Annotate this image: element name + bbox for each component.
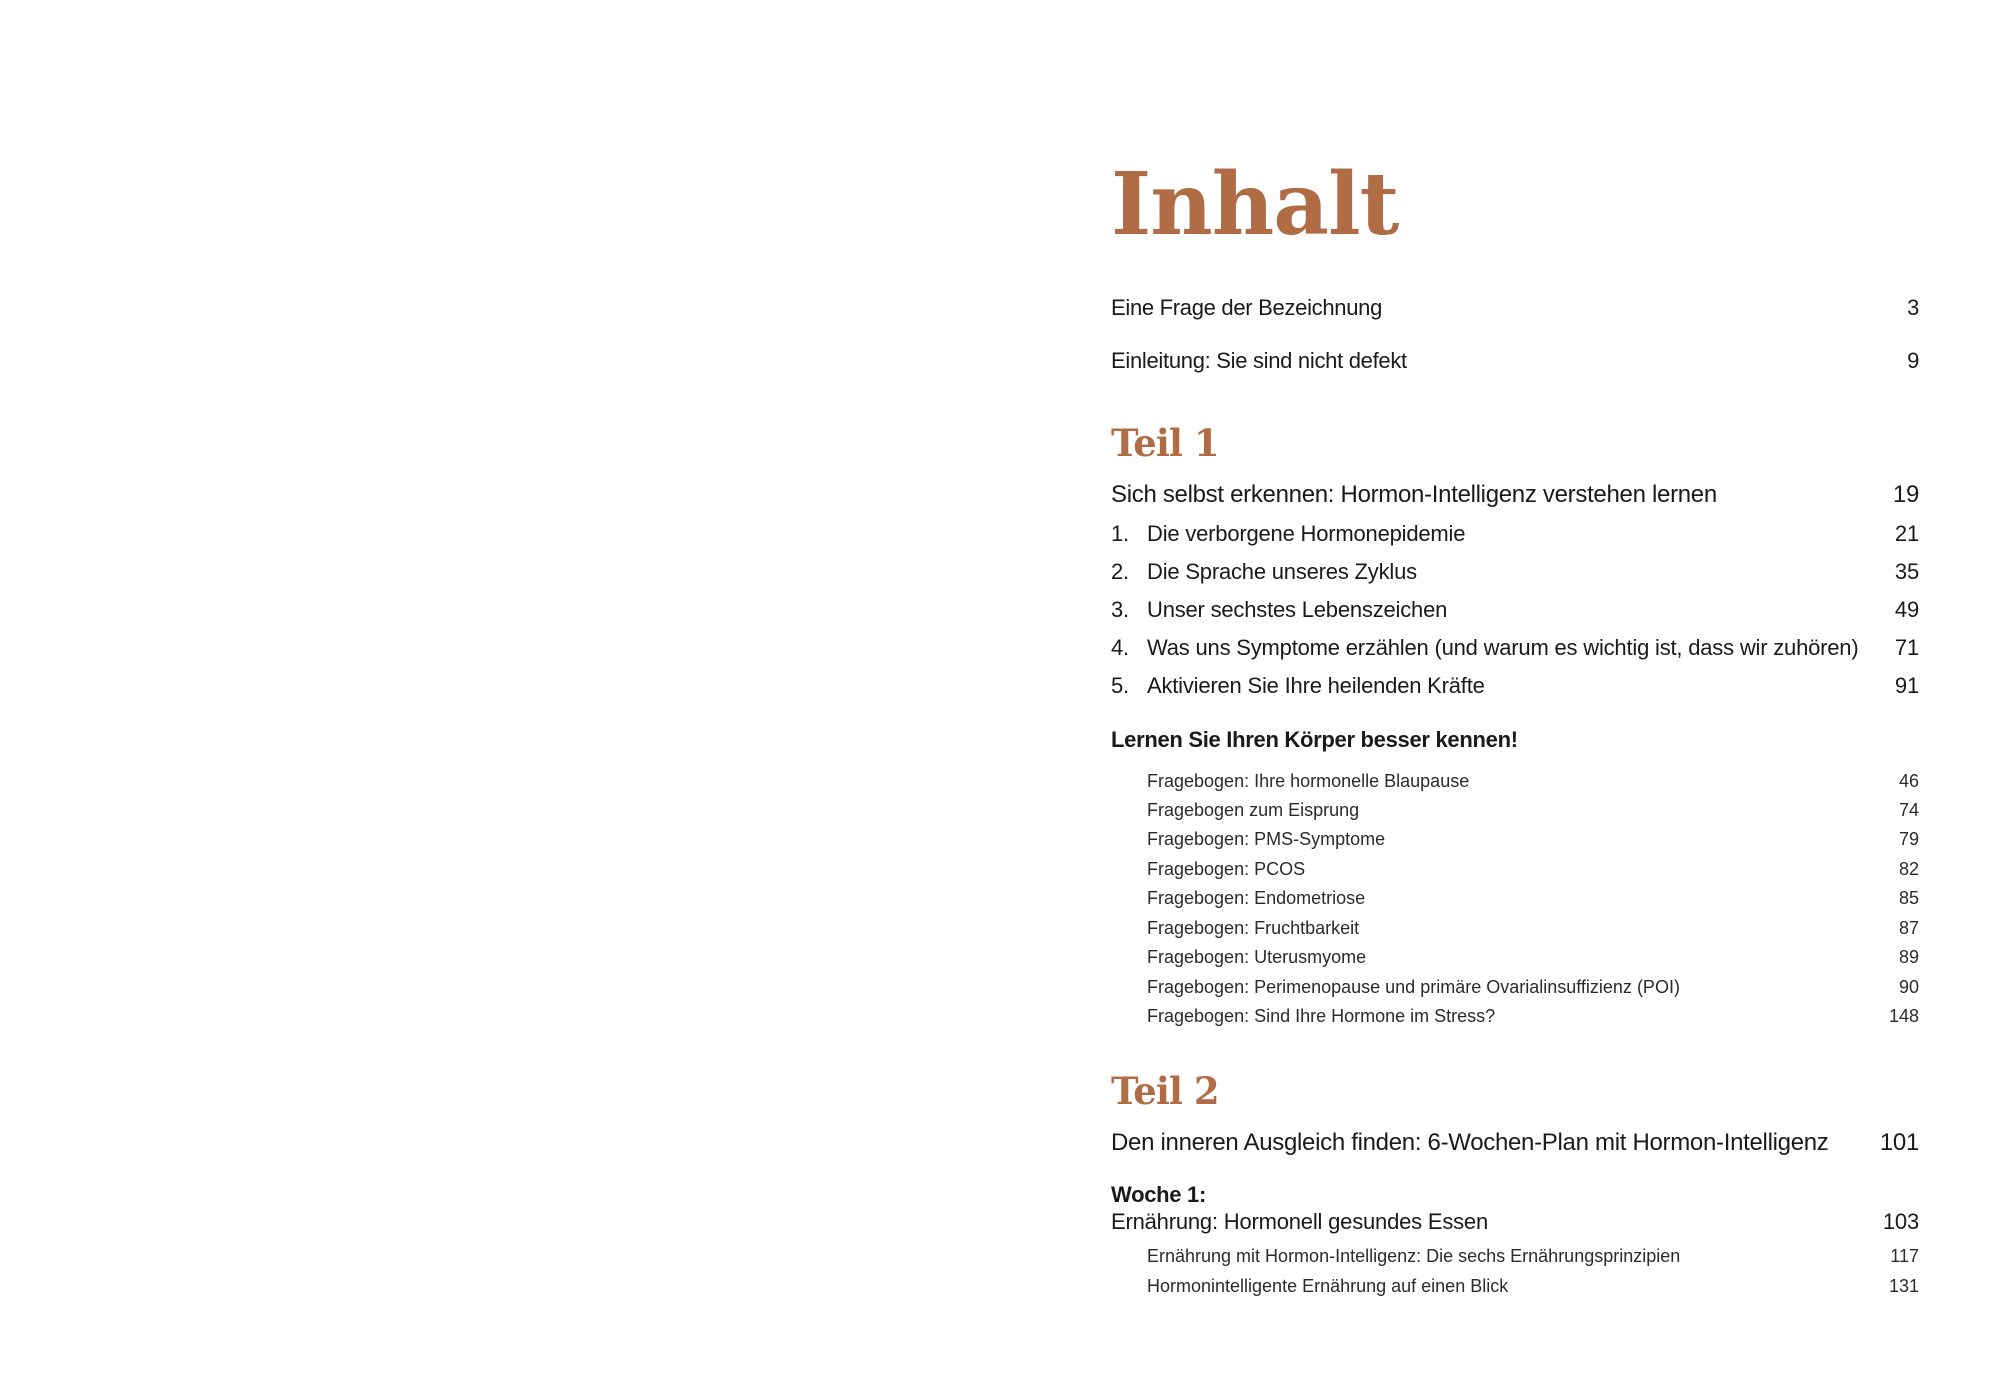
chapter-page: 21 [1894, 521, 1919, 546]
chapter-number: 2. [1111, 559, 1129, 584]
chapter-entry[interactable] [1111, 671, 1919, 701]
questionnaire-entry[interactable] [1111, 768, 1919, 794]
toc-entry-label: Sich selbst erkennen: Hormon-Intelligenz verstehen lernen [1111, 481, 1717, 508]
questionnaire-entry[interactable] [1111, 915, 1919, 941]
chapter-label: Die Sprache unseres Zyklus [1147, 559, 1417, 584]
questionnaire-entry[interactable] [1111, 826, 1919, 852]
chapter-label: Die verborgene Hormonepidemie [1147, 521, 1466, 546]
questionnaire-page: 46 [1898, 771, 1919, 791]
part-1-heading: Teil 1 [1111, 421, 1219, 465]
questionnaire-page: 148 [1888, 1006, 1919, 1026]
chapter-page: 91 [1894, 673, 1919, 698]
questionnaire-page: 85 [1898, 888, 1919, 908]
toc-entry-page: 103 [1882, 1209, 1919, 1234]
questionnaire-label: Fragebogen: Perimenopause und primäre Ovarialinsuffizienz (POI) [1147, 977, 1680, 997]
chapter-page: 49 [1894, 597, 1919, 622]
questionnaire-page: 87 [1898, 918, 1919, 938]
page-title: Inhalt [1111, 154, 1399, 255]
chapter-entry[interactable] [1111, 557, 1919, 587]
toc-entry-page: 9 [1907, 348, 1919, 373]
chapter-number: 1. [1111, 521, 1129, 546]
questionnaire-label: Fragebogen: PCOS [1147, 859, 1306, 879]
week-1-sub-entry[interactable] [1111, 1273, 1919, 1299]
questionnaire-label: Fragebogen: Ihre hormonelle Blaupause [1147, 771, 1470, 791]
sub-entry-label: Ernährung mit Hormon-Intelligenz: Die sechs Ernährungsprinzipien [1147, 1246, 1681, 1266]
questionnaire-label: Fragebogen: Uterusmyome [1147, 947, 1367, 967]
toc-entry-page: 101 [1879, 1129, 1919, 1156]
chapter-number: 5. [1111, 673, 1129, 698]
chapter-page: 35 [1894, 559, 1919, 584]
questionnaire-page: 82 [1898, 859, 1919, 879]
questionnaire-entry[interactable] [1111, 856, 1919, 882]
questionnaire-label: Fragebogen: Endometriose [1147, 888, 1366, 908]
chapter-label: Unser sechstes Lebenszeichen [1147, 597, 1448, 622]
questionnaire-entry[interactable] [1111, 797, 1919, 823]
chapter-label: Was uns Symptome erzählen (und warum es wichtig ist, dass wir zuhören) [1147, 635, 1859, 660]
toc-entry-label: Den inneren Ausgleich finden: 6-Wochen-Plan mit Hormon-Intelligenz [1111, 1129, 1829, 1156]
chapter-entry[interactable] [1111, 595, 1919, 625]
table-of-contents [1111, 0, 1919, 1387]
toc-entry-page: 19 [1892, 481, 1919, 508]
questionnaire-entry[interactable] [1111, 944, 1919, 970]
part-2-title-entry[interactable] [1111, 1127, 1919, 1159]
questionnaire-entry[interactable] [1111, 1003, 1919, 1029]
chapter-page: 71 [1894, 635, 1919, 660]
questionnaire-page: 74 [1898, 800, 1919, 820]
week-1-heading: Woche 1: [1111, 1182, 1206, 1207]
questionnaire-label: Fragebogen: Fruchtbarkeit [1147, 918, 1360, 938]
chapter-entry[interactable] [1111, 633, 1919, 663]
toc-entry[interactable] [1111, 346, 1919, 376]
toc-entry-page: 3 [1907, 295, 1919, 320]
toc-entry-label: Ernährung: Hormonell gesundes Essen [1111, 1209, 1489, 1234]
sub-entry-page: 131 [1888, 1276, 1919, 1296]
week-1-sub-entry[interactable] [1111, 1243, 1919, 1269]
questionnaire-label: Fragebogen: PMS-Symptome [1147, 829, 1386, 849]
sub-entry-label: Hormonintelligente Ernährung auf einen Blick [1147, 1276, 1509, 1296]
toc-entry[interactable] [1111, 293, 1919, 323]
toc-entry-label: Eine Frage der Bezeichnung [1111, 295, 1383, 320]
questionnaire-label: Fragebogen zum Eisprung [1147, 800, 1360, 820]
part-1-title-entry[interactable] [1111, 479, 1919, 511]
questionnaire-page: 89 [1898, 947, 1919, 967]
questionnaire-entry[interactable] [1111, 974, 1919, 1000]
section-heading: Lernen Sie Ihren Körper besser kennen! [1111, 727, 1518, 752]
questionnaire-label: Fragebogen: Sind Ihre Hormone im Stress? [1147, 1006, 1496, 1026]
sub-entry-page: 117 [1890, 1246, 1919, 1266]
questionnaire-page: 79 [1898, 829, 1919, 849]
toc-entry-label: Einleitung: Sie sind nicht defekt [1111, 348, 1407, 373]
part-2-heading: Teil 2 [1111, 1069, 1219, 1113]
questionnaire-entry[interactable] [1111, 885, 1919, 911]
chapter-entry[interactable] [1111, 519, 1919, 549]
chapter-label: Aktivieren Sie Ihre heilenden Kräfte [1147, 673, 1485, 698]
week-1-entry[interactable] [1111, 1207, 1919, 1237]
chapter-number: 3. [1111, 597, 1129, 622]
questionnaire-page: 90 [1898, 977, 1919, 997]
chapter-number: 4. [1111, 635, 1129, 660]
